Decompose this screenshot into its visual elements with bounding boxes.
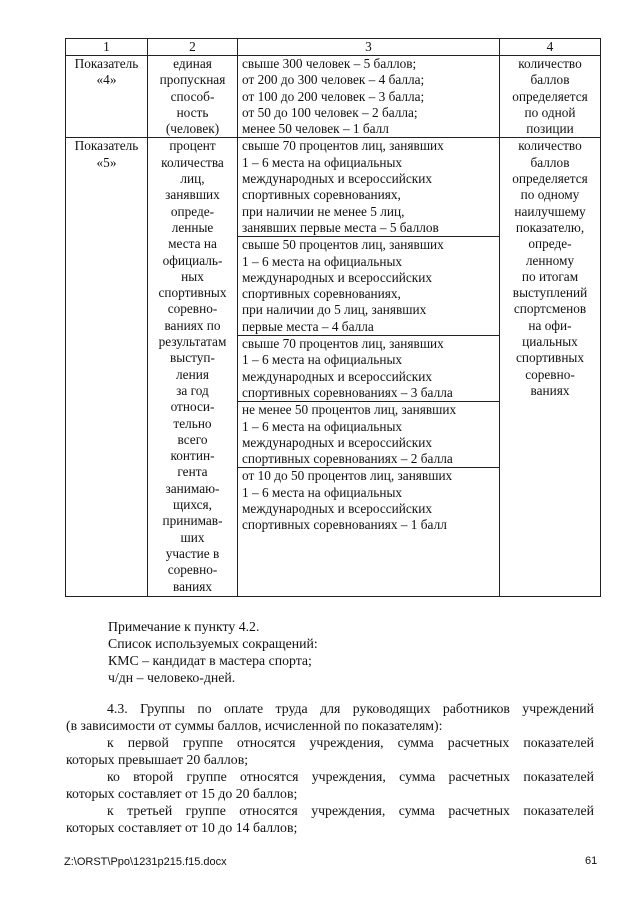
header-col-4: 4 — [500, 39, 601, 56]
indicator-4-name: единая пропускная способ- ность (человек) — [148, 56, 238, 138]
footer-page-number: 61 — [585, 855, 598, 867]
criteria-item: свыше 70 процентов лиц, занявших 1 – 6 места на официальных международных и всероссийских спортивных соревнованиях, при наличии не менее 5 лиц, занявших первые места – 5 баллов — [242, 138, 444, 235]
section-line: которых превышает 20 баллов; — [66, 752, 249, 767]
indicators-table — [65, 38, 601, 597]
table-header-row — [66, 39, 601, 56]
indicator-4-criteria: свыше 300 человек – 5 баллов; от 200 до 300 человек – 4 балла; от 100 до 200 человек – 3 балла; от 50 до 100 человек – 2 балла; менее 50 человек – 1 балл — [238, 56, 500, 138]
indicator-5-name: процент количества лиц, занявших опреде- ленные места на официаль- ных спортивных соревно- ваниях по результатам выступ- ления за год относи- тельно всего контин- гента занимаю- щихся, принимав- ших участие в соревно- ваниях — [148, 138, 238, 596]
indicator-5-label: Показатель «5» — [66, 138, 148, 596]
header-col-3: 3 — [238, 39, 500, 56]
criteria-item: не менее 50 процентов лиц, занявших 1 – 6 места на официальных международных и всероссийских спортивных соревнованиях – 2 балла — [238, 401, 499, 467]
section-line: 4.3. Группы по оплате труда для руководящих работников учреждений — [107, 701, 594, 716]
indicator-4-method: количество баллов определяется по одной позиции — [500, 56, 601, 138]
table-row — [66, 138, 601, 596]
section-4-3 — [66, 700, 594, 836]
header-col-2: 2 — [148, 39, 238, 56]
section-line: ко второй группе относятся учреждения, сумма расчетных показателей — [107, 769, 594, 784]
section-line: (в зависимости от суммы баллов, исчисленной по показателям): — [66, 718, 443, 733]
note-abbr-chdn: ч/дн – человеко-дней. — [108, 670, 236, 685]
header-col-1: 1 — [66, 39, 148, 56]
note-list-title: Список используемых сокращений: — [108, 636, 318, 651]
indicator-4-label: Показатель «4» — [66, 56, 148, 138]
indicator-5-criteria — [238, 138, 500, 596]
section-line: к третьей группе относятся учреждения, сумма расчетных показателей — [107, 803, 594, 818]
section-line: к первой группе относятся учреждения, сумма расчетных показателей — [107, 735, 594, 750]
criteria-item: от 10 до 50 процентов лиц, занявших 1 – 6 места на официальных международных и всероссийских спортивных соревнованиях – 1 балл — [238, 467, 499, 535]
note-title: Примечание к пункту 4.2. — [108, 619, 260, 634]
section-line: которых составляет от 10 до 14 баллов; — [66, 820, 298, 835]
footer-file-path: Z:\ORST\Ppo\1231p215.f15.docx — [64, 856, 227, 868]
note-abbr-kms: КМС – кандидат в мастера спорта; — [108, 653, 312, 668]
table-row — [66, 56, 601, 138]
section-line: которых составляет от 15 до 20 баллов; — [66, 786, 298, 801]
indicator-5-method: количество баллов определяется по одному наилучшему показателю, опреде- ленному по итогам выступлений спортсменов на офи- циальных спортивных соревно- ваниях — [500, 138, 601, 596]
criteria-item: свыше 70 процентов лиц, занявших 1 – 6 места на официальных международных и всероссийских спортивных соревнованиях – 3 балла — [238, 335, 499, 401]
criteria-item: свыше 50 процентов лиц, занявших 1 – 6 места на официальных международных и всероссийских спортивных соревнованиях, при наличии до 5 лиц, занявших первые места – 4 балла — [238, 236, 499, 335]
